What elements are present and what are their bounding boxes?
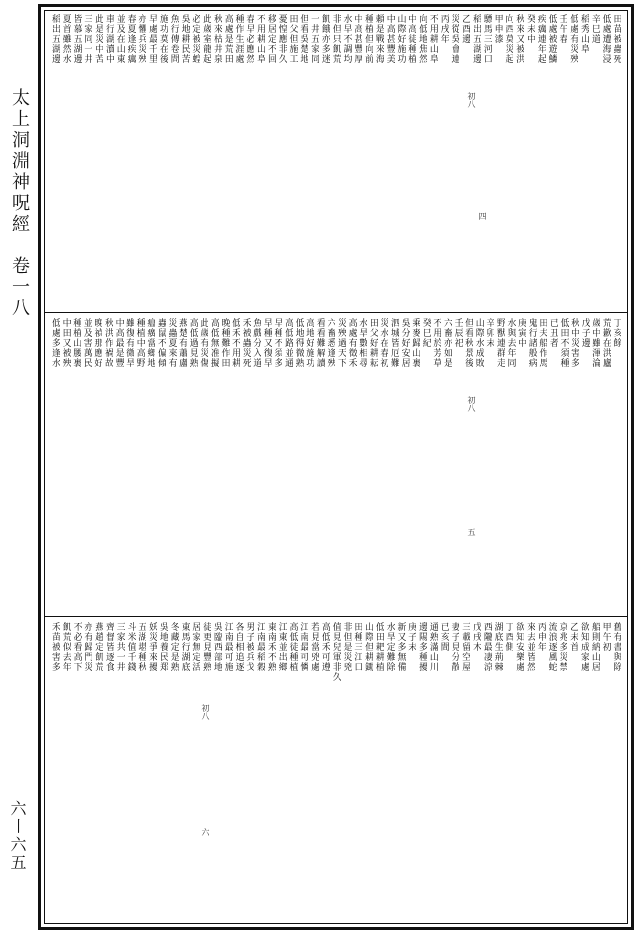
text-column: 山際但耕鋤	[363, 622, 374, 672]
text-column: 施功莫在後	[157, 14, 168, 64]
text-column: 低處有災殃	[568, 14, 579, 64]
text-column: 高低過見熟	[187, 318, 198, 368]
text-column: 不用耕山阜	[255, 14, 266, 64]
text-column: 災水在春初	[378, 318, 389, 368]
margin-title: 太上洞淵神呪經 卷一八	[9, 88, 30, 319]
text-column: 燕趙定飢荒	[93, 622, 104, 672]
text-column: 妖災爭來擾	[147, 622, 158, 672]
text-column: 移居定不回	[265, 14, 276, 64]
text-column: 辛巳道	[589, 14, 600, 44]
text-column: 高處是荒田	[222, 14, 233, 64]
text-column: 中高甚豐美	[384, 14, 395, 64]
text-column: 來去並皆然	[525, 622, 536, 672]
text-column: 吳地耕民苦	[179, 14, 190, 64]
text-column: 水旱數相尋	[357, 318, 368, 368]
text-column: 向低地焦然	[417, 14, 428, 64]
text-column: 魚行傳卷問	[168, 14, 179, 64]
text-column: 六畜悉逢殃	[325, 318, 336, 368]
text-column: 夏首雖然水	[60, 14, 71, 64]
text-column: 憂惶應非久	[276, 14, 287, 64]
text-column: 癸未中	[525, 14, 536, 44]
page-marker: 六	[201, 828, 210, 836]
page-marker: 初八	[467, 92, 476, 108]
text-column: 男子被兵戈	[244, 622, 255, 672]
text-column: 此歲室龍起	[201, 14, 212, 64]
text-column: 高低禾可遵	[319, 622, 330, 672]
text-column: 此歲有災傷	[198, 318, 209, 368]
text-column: 壬午春	[557, 14, 568, 44]
text-column: 春早必應然	[244, 14, 255, 64]
text-column: 田父好耕耘	[367, 318, 378, 368]
text-column: 東馬行湖底	[179, 622, 190, 672]
text-column: 妻子見分散	[449, 622, 460, 672]
band-divider	[44, 616, 628, 617]
text-band-middle	[46, 318, 626, 612]
text-column: 種植但向前	[363, 14, 374, 64]
text-column: 冬藏定是熟	[168, 622, 179, 672]
text-column: 三載留空屋	[460, 622, 471, 672]
text-column: 高低路並通	[283, 318, 294, 368]
text-column: 三家共一井	[114, 622, 125, 672]
text-column: 亦有歸門災	[82, 622, 93, 672]
page-marker: 初八	[201, 704, 210, 720]
text-column: 水早不調均	[341, 14, 352, 64]
text-column: 齊督皆逐食	[103, 622, 114, 672]
text-column: 三家同一井	[82, 14, 93, 64]
text-column: 種植山腰裏	[71, 318, 82, 368]
text-column: 頼是戰來海	[373, 14, 384, 64]
text-column: 癸巳紀	[420, 318, 431, 348]
text-column: 疾癘連年起	[535, 14, 546, 64]
text-column: 若見當兇處	[309, 622, 320, 672]
text-column: 此是災中苦	[93, 14, 104, 64]
text-column: 中高甚豐厚	[352, 14, 363, 64]
text-column: 六畜亦如是	[441, 318, 452, 368]
text-column: 田父但施工	[287, 14, 298, 64]
page-marker: 初八	[467, 396, 476, 412]
text-column: 居家無定活	[190, 622, 201, 672]
text-column: 燕楚有蕭盧	[177, 318, 188, 368]
text-column: 但看秋景後	[463, 318, 474, 368]
text-column: 非但只飢荒	[330, 14, 341, 64]
text-column: 戊子邊	[579, 318, 590, 348]
text-column: 飢荒似去年	[60, 622, 71, 672]
text-column: 舊有書與除	[611, 622, 622, 672]
text-column: 江南最稻穀	[255, 622, 266, 672]
text-column: 泗城皆厄難	[389, 318, 399, 368]
text-column: 野獸連群走	[494, 318, 505, 368]
text-column: 田種三江口	[352, 622, 363, 672]
text-column: 飢餓亦多迷	[319, 14, 330, 64]
text-column: 低處遭海浸	[600, 14, 611, 64]
text-column: 乙未首	[568, 622, 579, 652]
band-divider	[44, 312, 628, 313]
text-column: 不用於芳草	[431, 318, 442, 368]
text-column: 壬辰祀	[452, 318, 463, 348]
text-column: 種作生涯處	[233, 14, 244, 64]
text-column: 流浪逐風蛇	[546, 622, 557, 672]
text-column: 秋來又被洪	[514, 14, 525, 64]
text-column: 早處最千里	[147, 14, 158, 64]
text-column: 斗米值千錢	[125, 622, 136, 672]
text-column: 歲中雖渾淪	[590, 318, 601, 368]
text-column: 並及害萬民	[81, 318, 92, 368]
text-column: 蟲鼠不偏傾	[155, 318, 166, 368]
text-column: 春夏逢疾癘	[125, 14, 136, 64]
text-column: 秋來枯井泉	[211, 14, 222, 64]
text-column: 庚子末	[406, 622, 417, 652]
text-column: 高地好施功	[304, 318, 315, 368]
text-column: 水旱定難除	[384, 622, 395, 672]
text-column: 災蟲夏來有	[166, 318, 177, 368]
text-column: 丁酉側	[503, 622, 514, 652]
text-column: 驃馬三河口	[481, 14, 492, 64]
text-column: 甲午初	[600, 622, 611, 652]
text-band-top	[46, 14, 626, 308]
text-column: 稻秀山阜	[579, 14, 590, 54]
text-column: 秋中災害多	[569, 318, 580, 368]
text-column: 不必看高下	[71, 622, 82, 672]
text-column: 低地得微熟	[293, 318, 304, 368]
text-column: 低禾不用耕	[230, 318, 241, 368]
text-column: 中高最是豐	[113, 318, 124, 368]
text-column: 禾被蟲災死	[240, 318, 251, 368]
text-column: 中田又被殃	[60, 318, 71, 368]
text-column: 京兆多災禁	[557, 622, 568, 672]
text-column: 田苗被蟲死	[611, 14, 622, 64]
text-column: 山際水成敗	[473, 318, 484, 368]
text-column: 五湖堪種秋	[136, 622, 147, 672]
text-column: 瘟癀當鄉地	[145, 318, 156, 368]
text-column: 荒歉在洪廬	[600, 318, 611, 368]
text-column: 辛卯末	[484, 318, 495, 348]
text-column: 低處被遊鱗	[546, 14, 557, 64]
text-column: 晚禎那應好	[92, 318, 103, 368]
text-column: 低田不須種	[558, 318, 569, 368]
text-column: 稻出五湖邊	[471, 14, 482, 64]
text-column: 江南最可憐	[298, 622, 309, 672]
text-column: 不用耕山阜	[427, 14, 438, 64]
text-column: 東南禾不熟	[265, 622, 276, 672]
text-column: 一井五家同	[309, 14, 320, 64]
text-column: 田夫船作馬	[537, 318, 548, 368]
text-column: 水與去年同	[505, 318, 516, 368]
text-column: 徒更見豐熟	[201, 622, 212, 672]
text-column: 看看難解讀	[314, 318, 325, 368]
text-column: 乙酉邊	[460, 14, 471, 44]
text-column: 高低徒種植	[287, 622, 298, 672]
text-column: 車行湖瀆中	[103, 14, 114, 64]
text-column: 湖底生荊棘	[492, 622, 503, 672]
text-column: 山際好施功	[395, 14, 406, 64]
text-band-bottom	[46, 622, 626, 922]
text-column: 中高徒種植	[406, 14, 417, 64]
text-column: 乘麥歸山裏	[410, 318, 421, 368]
text-column: 戊戌木	[471, 622, 482, 652]
text-column: 已丑者	[547, 318, 558, 348]
text-column: 丁亥餘	[611, 318, 622, 348]
margin-page-number: 六〡六五	[8, 800, 27, 872]
text-column: 通熟滿山川	[427, 622, 438, 672]
text-column: 高低無准擬	[208, 318, 219, 368]
text-column: 秋洪作禍故	[102, 318, 113, 368]
text-column: 低處多逢水	[50, 318, 60, 368]
text-column: 向西莫災起	[503, 14, 514, 64]
text-column: 鬼行諸般病	[526, 318, 537, 368]
page-marker: 五	[467, 528, 476, 536]
text-column: 新又多無備	[395, 622, 406, 672]
text-column: 早種又復早	[261, 318, 272, 368]
text-column: 並及在山東	[114, 14, 125, 64]
text-column: 必定被災蝗	[190, 14, 201, 64]
text-column: 晚種難作田	[219, 318, 230, 368]
text-column: 欲知成家處	[579, 622, 590, 672]
text-column: 禾苗被害多	[50, 622, 60, 672]
text-column: 值見兒軍非久	[330, 622, 341, 682]
text-column: 西隴最凄涼	[481, 622, 492, 672]
text-column: 各自相追逐	[233, 622, 244, 672]
text-column: 甲申漆	[492, 14, 503, 44]
text-column: 丙戌年	[438, 14, 449, 44]
text-column: 吳臨西部地	[211, 622, 222, 672]
text-column: 雖復有微旱	[124, 318, 135, 368]
text-column: 低田耙耕植	[373, 622, 384, 672]
text-column: 吳分好安居	[399, 318, 410, 368]
text-column: 欲知安樂處	[514, 622, 525, 672]
text-column: 邊陽多種擾	[417, 622, 428, 672]
text-column: 稻出五湖邊	[50, 14, 60, 64]
page-marker: 四	[478, 212, 487, 220]
text-column: 非但是災兇	[341, 622, 352, 672]
text-column: 魚戲分入道	[251, 318, 262, 368]
text-column: 災殃過天下	[336, 318, 347, 368]
text-column: 但看吳楚地	[298, 14, 309, 64]
text-column: 種植中高野	[134, 318, 145, 368]
text-column: 丙申年	[535, 622, 546, 652]
text-column: 船則納山居	[589, 622, 600, 672]
text-column: 江東並出鄉	[276, 622, 287, 672]
text-column: 亦懼兵災殃	[136, 14, 147, 64]
text-column: 江南最可施	[222, 622, 233, 672]
text-column: 災從吳會連	[449, 14, 460, 64]
text-column: 庚寅中	[516, 318, 527, 348]
text-column: 早種不須多	[272, 318, 283, 368]
text-column: 高處有徵禾	[346, 318, 357, 368]
text-column: 已亥間	[438, 622, 449, 652]
text-column: 皆慕五湖邊	[71, 14, 82, 64]
text-column: 吳地養民郑	[157, 622, 168, 672]
